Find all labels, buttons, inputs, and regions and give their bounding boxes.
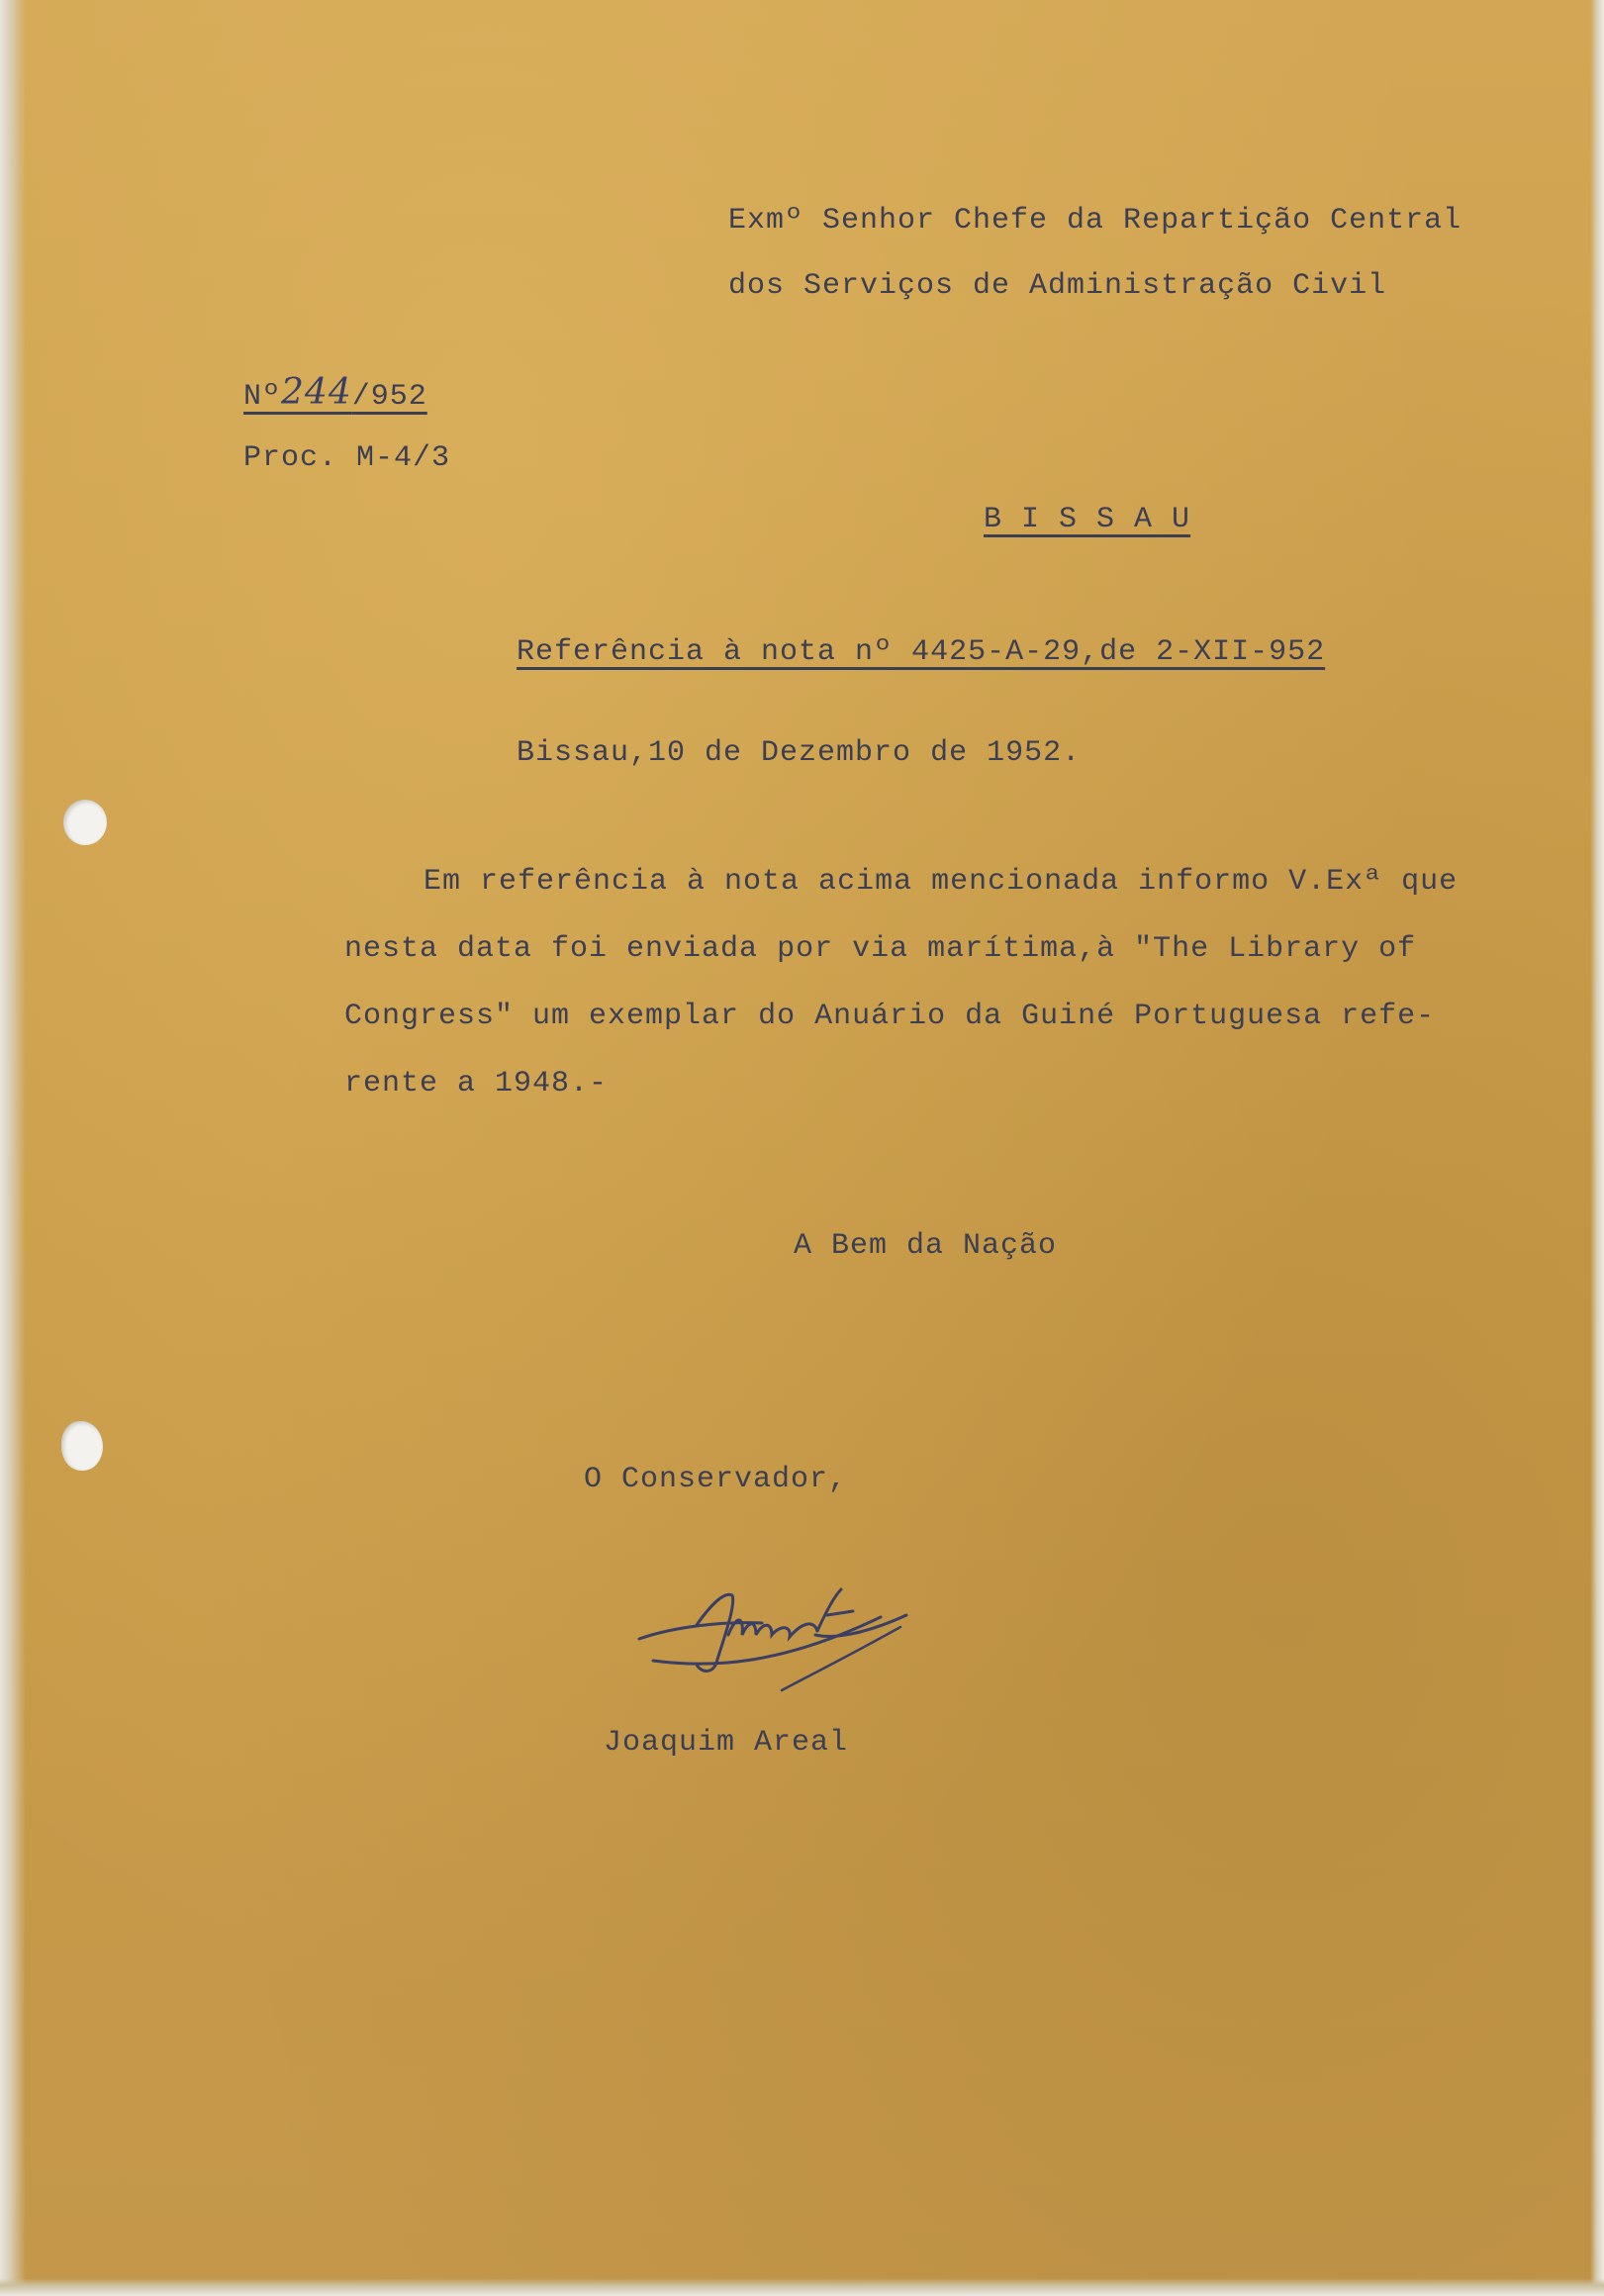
- body-line-4: rente a 1948.-: [344, 1067, 609, 1100]
- destination-heading: B I S S A U: [984, 503, 1191, 536]
- body-line-1: Em referência à nota acima mencionada informo V.Exª que: [424, 865, 1459, 899]
- reference-number-suffix: /952: [351, 380, 427, 414]
- subject-reference: Referência à nota nº 4425-A-29,de 2-XII-952: [517, 635, 1326, 669]
- punch-hole-top: [63, 800, 107, 845]
- body-line-3: Congress" um exemplar do Anuário da Guiné Portuguesa refe-: [344, 1000, 1436, 1033]
- signatory-name: Joaquim Areal: [604, 1726, 849, 1760]
- reference-number: [243, 372, 427, 414]
- reference-number-handwritten: 244: [281, 372, 352, 413]
- paper-bottom-edge: [0, 2278, 1604, 2296]
- handwritten-signature: [633, 1566, 920, 1694]
- punch-hole-bottom: [61, 1421, 103, 1471]
- signatory-title: O Conservador,: [584, 1463, 848, 1496]
- closing-salutation: A Bem da Nação: [794, 1229, 1058, 1263]
- reference-number-prefix: Nº: [243, 380, 282, 414]
- body-line-2: nesta data foi enviada por via marítima,à "The Library of: [344, 932, 1417, 966]
- process-number: Proc. M-4/3: [243, 441, 451, 475]
- paper-left-edge: [0, 0, 26, 2296]
- date-line: Bissau,10 de Dezembro de 1952.: [517, 736, 1082, 770]
- addressee-line-1: Exmº Senhor Chefe da Repartição Central: [728, 204, 1462, 238]
- addressee-line-2: dos Serviços de Administração Civil: [728, 269, 1387, 303]
- paper-right-edge: [1590, 0, 1604, 2296]
